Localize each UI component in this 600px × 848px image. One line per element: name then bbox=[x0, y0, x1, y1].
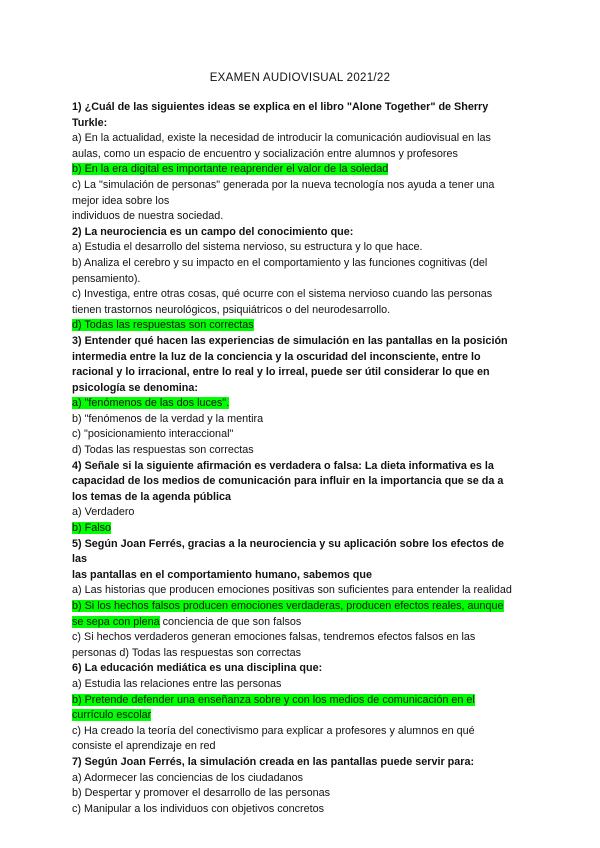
answer-line bbox=[72, 427, 532, 443]
correct-answer-highlight: b) En la era digital es importante reaprender el valor de la soledad bbox=[72, 163, 389, 176]
answer-line bbox=[72, 303, 532, 319]
answer-text: pensamiento). bbox=[72, 272, 141, 285]
answer-text: c) "posicionamiento interaccional" bbox=[72, 428, 234, 441]
exam-content bbox=[72, 100, 532, 817]
question-text: las pantallas en el comportamiento humano, sabemos que bbox=[72, 568, 372, 581]
answer-text: a) Adormecer las conciencias de los ciudadanos bbox=[72, 771, 304, 784]
answer-line bbox=[72, 771, 532, 787]
answer-line bbox=[72, 443, 532, 459]
question-text: 5) Según Joan Ferrés, gracias a la neurociencia y su aplicación sobre los efectos de bbox=[72, 537, 505, 550]
answer-line bbox=[72, 178, 532, 194]
answer-text: personas d) Todas las respuestas son correctas bbox=[72, 646, 302, 659]
question-line bbox=[72, 552, 532, 568]
answer-text: conciencia de que son falsos bbox=[159, 615, 302, 628]
correct-answer-highlight: d) Todas las respuestas son correctas bbox=[72, 319, 254, 332]
question-text: racional y lo irracional, entre lo real y lo irreal, puede ser útil considerar lo que en bbox=[72, 366, 490, 379]
answer-line bbox=[72, 677, 532, 693]
answer-line bbox=[72, 287, 532, 303]
question-line bbox=[72, 474, 532, 490]
answer-line bbox=[72, 147, 532, 163]
answer-line bbox=[72, 318, 532, 334]
answer-line bbox=[72, 396, 532, 412]
answer-text: c) Ha creado la teoría del conectivismo para explicar a profesores y alumnos en qué bbox=[72, 724, 475, 737]
answer-line bbox=[72, 802, 532, 818]
question-line bbox=[72, 459, 532, 475]
answer-text: a) En la actualidad, existe la necesidad de introducir la comunicación audiovisual en las bbox=[72, 132, 491, 145]
correct-answer-highlight: b) Pretende defender una enseñanza sobre y con los medios de comunicación en el bbox=[72, 693, 475, 706]
answer-text: mejor idea sobre los bbox=[72, 194, 170, 207]
answer-text: c) Si hechos verdaderos generan emociones falsas, tendremos efectos falsos en las bbox=[72, 631, 476, 644]
answer-line bbox=[72, 412, 532, 428]
answer-text: b) "fenómenos de la verdad y la mentira bbox=[72, 412, 264, 425]
answer-text: tienen trastornos neurológicos, psiquiátricos o del neurodesarrollo. bbox=[72, 303, 391, 316]
answer-line bbox=[72, 630, 532, 646]
question-line bbox=[72, 755, 532, 771]
question-line bbox=[72, 100, 532, 116]
question-line bbox=[72, 490, 532, 506]
question-line bbox=[72, 568, 532, 584]
question-text: los temas de la agenda pública bbox=[72, 490, 232, 503]
question-line bbox=[72, 225, 532, 241]
answer-line bbox=[72, 194, 532, 210]
question-text: 4) Señale si la siguiente afirmación es verdadera o falsa: La dieta informativa es la bbox=[72, 459, 494, 472]
correct-answer-highlight: se sepa con plena bbox=[72, 615, 160, 628]
correct-answer-highlight: currículo escolar bbox=[72, 709, 152, 722]
answer-line bbox=[72, 646, 532, 662]
question-text: Turkle: bbox=[72, 116, 108, 129]
question-text: psicología se denomina: bbox=[72, 381, 198, 394]
answer-text: aulas, como un espacio de encuentro y socialización entre alumnos y profesores bbox=[72, 147, 458, 160]
question-line bbox=[72, 661, 532, 677]
question-text: capacidad de los medios de comunicación para influir en la importancia que se da a bbox=[72, 475, 504, 488]
answer-text: consiste el aprendizaje en red bbox=[72, 740, 216, 753]
question-line bbox=[72, 116, 532, 132]
answer-text: a) Estudia las relaciones entre las personas bbox=[72, 677, 282, 690]
correct-answer-highlight: b) Falso bbox=[72, 522, 112, 535]
question-text: las bbox=[72, 553, 88, 566]
answer-line bbox=[72, 708, 532, 724]
question-line bbox=[72, 537, 532, 553]
answer-line bbox=[72, 209, 532, 225]
question-text: 6) La educación mediática es una disciplina que: bbox=[72, 662, 323, 675]
exam-title: EXAMEN AUDIOVISUAL 2021/22 bbox=[209, 72, 391, 84]
answer-line bbox=[72, 256, 532, 272]
answer-text: a) Las historias que producen emociones positivas son suficientes para entender la realidad bbox=[72, 584, 512, 597]
answer-line bbox=[72, 131, 532, 147]
answer-line bbox=[72, 693, 532, 709]
correct-answer-highlight: a) "fenómenos de las dos luces". bbox=[72, 397, 230, 410]
answer-line bbox=[72, 240, 532, 256]
answer-line bbox=[72, 521, 532, 537]
answer-text: a) Estudia el desarrollo del sistema nervioso, su estructura y lo que hace. bbox=[72, 241, 423, 254]
question-text: intermedia entre la luz de la conciencia y la oscuridad del inconsciente, entre lo bbox=[72, 350, 481, 363]
answer-line bbox=[72, 615, 532, 631]
answer-text: b) Despertar y promover el desarrollo de las personas bbox=[72, 787, 331, 800]
answer-text: b) Analiza el cerebro y su impacto en el comportamiento y las funciones cognitivas (del bbox=[72, 256, 488, 269]
answer-text: c) Investiga, entre otras cosas, qué ocurre con el sistema nervioso cuando las personas bbox=[72, 288, 493, 301]
answer-line bbox=[72, 786, 532, 802]
question-line bbox=[72, 381, 532, 397]
answer-text: a) Verdadero bbox=[72, 506, 135, 519]
correct-answer-highlight: b) Si los hechos falsos producen emociones verdaderas, producen efectos reales, aunque bbox=[72, 600, 504, 612]
answer-text: c) La "simulación de personas" generada por la nueva tecnología nos ayuda a tener una bbox=[72, 178, 495, 191]
answer-text: individuos de nuestra sociedad. bbox=[72, 210, 224, 223]
answer-line bbox=[72, 272, 532, 288]
question-text: 2) La neurociencia es un campo del conocimiento que: bbox=[72, 225, 354, 238]
answer-line bbox=[72, 162, 532, 178]
answer-line bbox=[72, 505, 532, 521]
question-line bbox=[72, 365, 532, 381]
question-line bbox=[72, 350, 532, 366]
answer-line bbox=[72, 599, 532, 615]
answer-line bbox=[72, 724, 532, 740]
question-text: 1) ¿Cuál de las siguientes ideas se explica en el libro "Alone Together" de Sherry bbox=[72, 101, 489, 113]
answer-line bbox=[72, 739, 532, 755]
question-text: 7) Según Joan Ferrés, la simulación creada en las pantallas puede servir para: bbox=[72, 755, 475, 768]
question-line bbox=[72, 334, 532, 350]
question-text: 3) Entender qué hacen las experiencias de simulación en las pantallas en la posición bbox=[72, 334, 508, 347]
answer-line bbox=[72, 583, 532, 599]
answer-text: c) Manipular a los individuos con objetivos concretos bbox=[72, 802, 325, 815]
answer-text: d) Todas las respuestas son correctas bbox=[72, 444, 254, 457]
